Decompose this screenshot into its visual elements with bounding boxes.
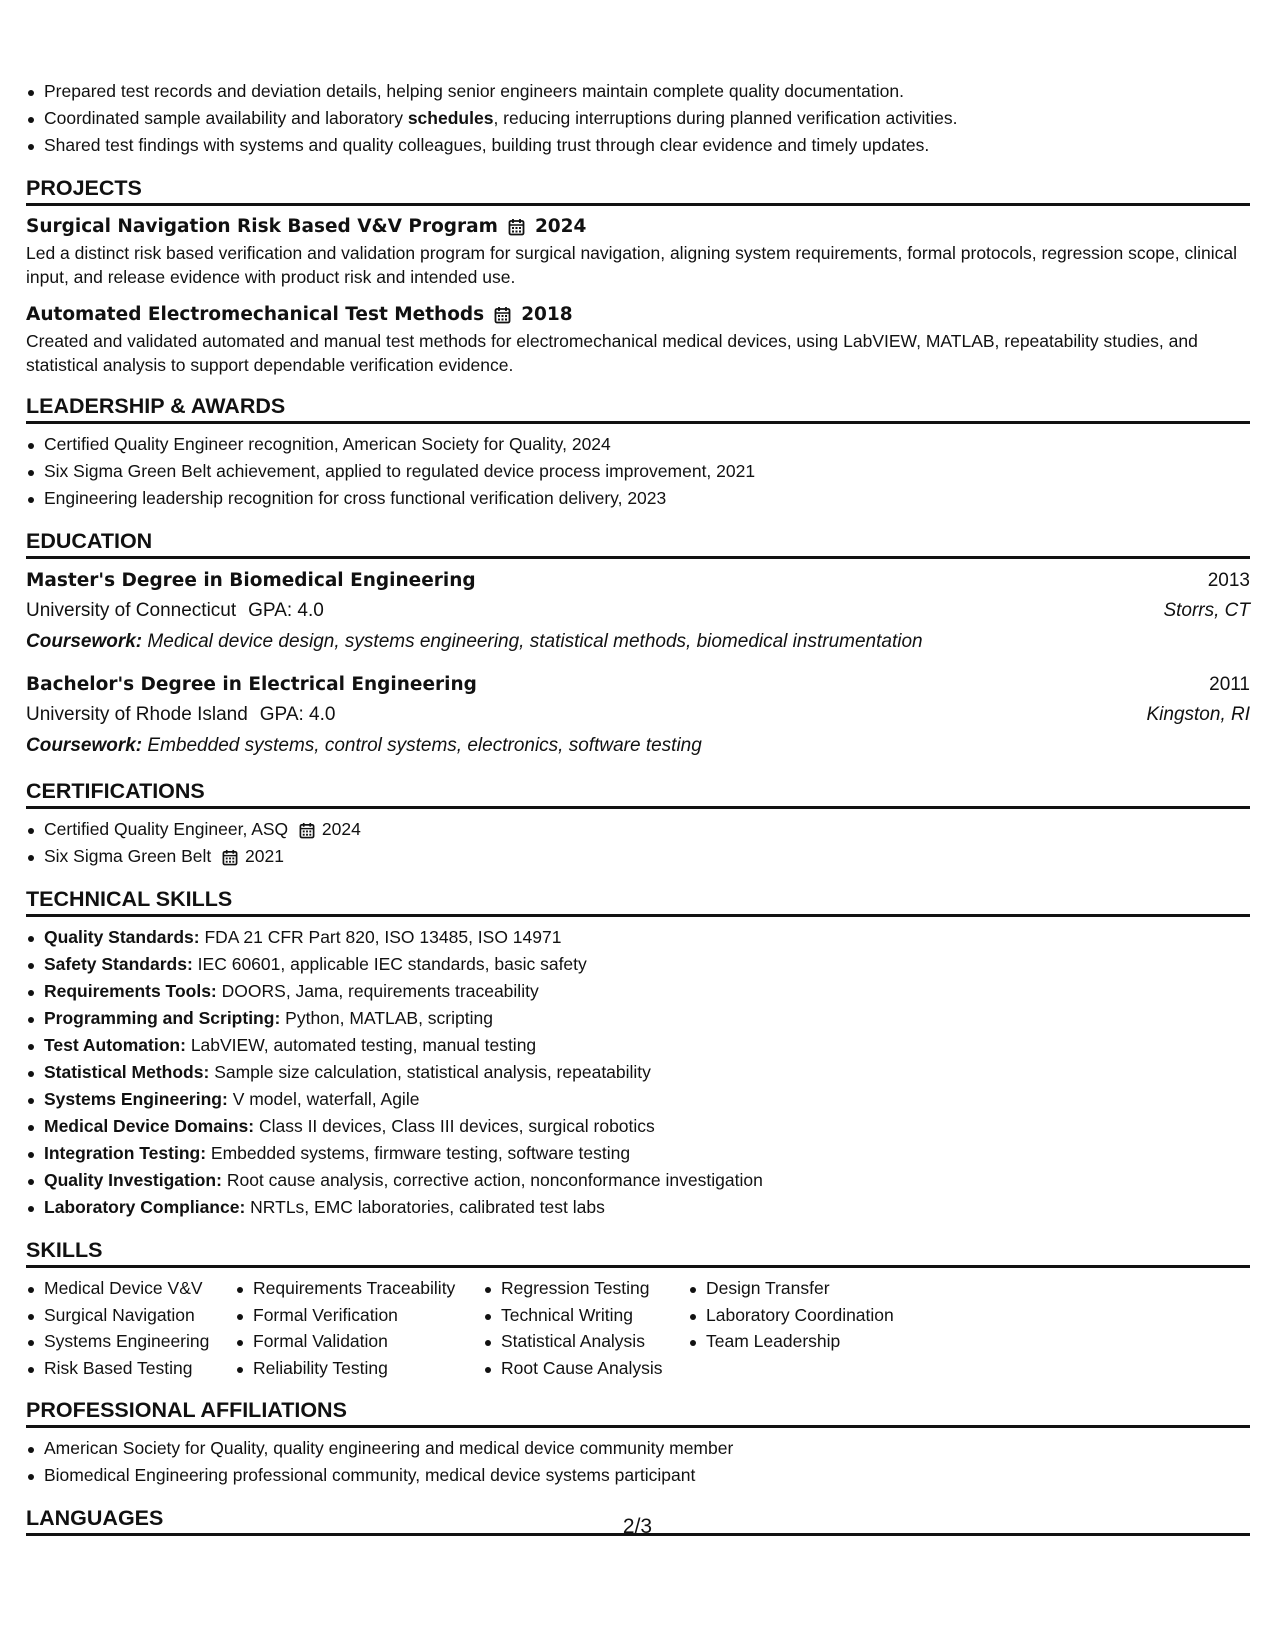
technical-skill-item: Quality Investigation: Root cause analysis, corrective action, nonconformance investigation — [26, 1167, 1250, 1194]
page-number: 2/3 — [622, 1515, 653, 1538]
calendar-icon — [299, 822, 315, 839]
certifications-section — [26, 778, 1250, 870]
section-title: TECHNICAL SKILLS — [26, 886, 1250, 917]
skills-column — [26, 1275, 235, 1381]
skill-item: Risk Based Testing — [26, 1355, 235, 1382]
coursework-label: Coursework: — [26, 735, 143, 756]
skill-item: Systems Engineering — [26, 1328, 235, 1355]
skills-column — [688, 1275, 928, 1381]
education-entry — [26, 670, 1250, 762]
coursework-text: Embedded systems, control systems, electronics, software testing — [147, 735, 702, 756]
certification-name: Certified Quality Engineer, ASQ — [44, 819, 289, 839]
technical-skill-item: Safety Standards: IEC 60601, applicable IEC standards, basic safety — [26, 951, 1250, 978]
section-title: LANGUAGES — [26, 1505, 1250, 1536]
experience-bullet: Prepared test records and deviation details, helping senior engineers maintain complete quality documentation. — [26, 78, 1250, 105]
list-item: Biomedical Engineering professional community, medical device systems participant — [26, 1462, 1250, 1489]
technical-skill-item: Statistical Methods: Sample size calculation, statistical analysis, repeatability — [26, 1059, 1250, 1086]
affiliations-section — [26, 1397, 1250, 1489]
section-title: PROFESSIONAL AFFILIATIONS — [26, 1397, 1250, 1428]
technical-skills-section — [26, 886, 1250, 1221]
skill-item: Formal Validation — [235, 1328, 483, 1355]
coursework-label: Coursework: — [26, 631, 143, 652]
resume-page — [26, 78, 1250, 1543]
skill-item: Requirements Traceability — [235, 1275, 483, 1302]
technical-skill-item: Programming and Scripting: Python, MATLAB, scripting — [26, 1005, 1250, 1032]
education-section — [26, 528, 1250, 762]
projects-section — [26, 175, 1250, 377]
technical-skill-item: Systems Engineering: V model, waterfall, Agile — [26, 1086, 1250, 1113]
technical-skill-item: Integration Testing: Embedded systems, firmware testing, software testing — [26, 1140, 1250, 1167]
project-year: 2024 — [534, 216, 587, 237]
skills-grid — [26, 1275, 1250, 1381]
technical-skill-item: Test Automation: LabVIEW, automated testing, manual testing — [26, 1032, 1250, 1059]
skills-section — [26, 1237, 1250, 1381]
project-year: 2018 — [521, 304, 573, 325]
skill-item: Technical Writing — [483, 1302, 688, 1329]
list-item: Engineering leadership recognition for cross functional verification delivery, 2023 — [26, 485, 1250, 512]
skill-item: Medical Device V&V — [26, 1275, 235, 1302]
degree-year: 2011 — [1209, 674, 1250, 695]
calendar-icon — [508, 218, 525, 236]
leadership-section — [26, 393, 1250, 512]
skills-column — [235, 1275, 483, 1381]
skill-item: Reliability Testing — [235, 1355, 483, 1382]
certification-item — [26, 816, 1250, 843]
technical-skill-item: Quality Standards: FDA 21 CFR Part 820, ISO 13485, ISO 14971 — [26, 924, 1250, 951]
skill-item: Regression Testing — [483, 1275, 688, 1302]
list-item: Six Sigma Green Belt achievement, applied to regulated device process improvement, 2021 — [26, 458, 1250, 485]
section-title: SKILLS — [26, 1237, 1250, 1268]
project-name: Surgical Navigation Risk Based V&V Program — [26, 216, 498, 237]
section-title: LEADERSHIP & AWARDS — [26, 393, 1250, 424]
calendar-icon — [222, 849, 238, 866]
project-entry — [26, 213, 1250, 289]
technical-skill-item: Laboratory Compliance: NRTLs, EMC laboratories, calibrated test labs — [26, 1194, 1250, 1221]
project-description: Created and validated automated and manual test methods for electromechanical medical devices, using LabVIEW, MATLAB, repeatability studies, and statistical analysis to support dependable verification evidence. — [26, 331, 1198, 375]
gpa: GPA: 4.0 — [248, 600, 324, 621]
education-entry — [26, 566, 1250, 658]
technical-skill-item: Requirements Tools: DOORS, Jama, requirements traceability — [26, 978, 1250, 1005]
degree-title: Bachelor's Degree in Electrical Engineering — [26, 674, 477, 695]
skill-item: Surgical Navigation — [26, 1302, 235, 1329]
degree-year: 2013 — [1207, 570, 1250, 591]
technical-skill-item: Medical Device Domains: Class II devices, Class III devices, surgical robotics — [26, 1113, 1250, 1140]
list-item: Certified Quality Engineer recognition, American Society for Quality, 2024 — [26, 431, 1250, 458]
skill-item: Formal Verification — [235, 1302, 483, 1329]
skills-column — [483, 1275, 688, 1381]
section-title: EDUCATION — [26, 528, 1250, 559]
list-item: American Society for Quality, quality engineering and medical device community member — [26, 1435, 1250, 1462]
certification-name: Six Sigma Green Belt — [44, 846, 212, 866]
experience-bullet: Shared test findings with systems and quality colleagues, building trust through clear evidence and timely updates. — [26, 132, 1250, 159]
calendar-icon — [494, 306, 511, 324]
school-location: Kingston, RI — [1146, 704, 1250, 725]
certification-year: 2024 — [321, 819, 361, 839]
school-location: Storrs, CT — [1163, 600, 1250, 621]
skill-item: Root Cause Analysis — [483, 1355, 688, 1382]
experience-bullet: Coordinated sample availability and laboratory schedules, reducing interruptions during planned verification activities. — [26, 105, 1250, 132]
skill-item: Design Transfer — [688, 1275, 928, 1302]
project-description: Led a distinct risk based verification and validation program for surgical navigation, aligning system requirements, formal protocols, regression scope, clinical input, and release evidence with product risk and intended use. — [26, 243, 1238, 287]
school-name: University of Rhode Island — [26, 704, 248, 725]
school-name: University of Connecticut — [26, 600, 237, 621]
skill-item: Laboratory Coordination — [688, 1302, 928, 1329]
certification-year: 2021 — [245, 846, 284, 866]
project-entry — [26, 301, 1250, 377]
section-title: PROJECTS — [26, 175, 1250, 206]
experience-bullets — [26, 78, 1250, 159]
gpa: GPA: 4.0 — [259, 704, 336, 725]
certification-item — [26, 843, 1250, 870]
coursework-text: Medical device design, systems engineering, statistical methods, biomedical instrumentation — [147, 631, 923, 652]
project-name: Automated Electromechanical Test Methods — [26, 304, 485, 325]
skill-item: Team Leadership — [688, 1328, 928, 1355]
section-title: CERTIFICATIONS — [26, 778, 1250, 809]
skill-item: Statistical Analysis — [483, 1328, 688, 1355]
degree-title: Master's Degree in Biomedical Engineering — [26, 570, 476, 591]
